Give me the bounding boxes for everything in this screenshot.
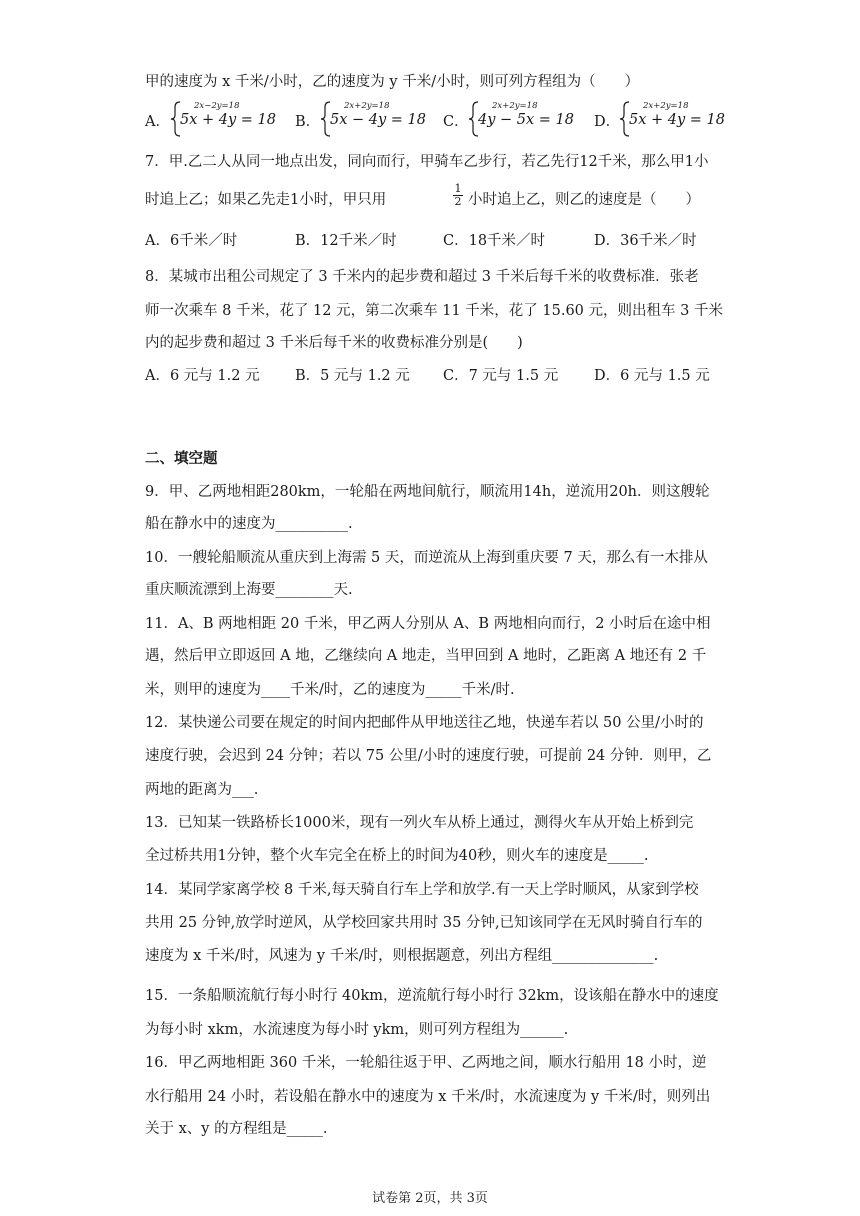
- q6-option-d-label: D．: [594, 114, 621, 130]
- q6-option-d-top-equation: 2x+2y=18: [643, 101, 689, 111]
- q6-option-c-label: C．: [443, 114, 469, 130]
- q15-line-1: 15．一条船顺流航行每小时行 40km，逆流航行每小时行 32km，设该船在静水中的速度: [145, 988, 719, 1004]
- q8-line-3: 内的起步费和超过 3 千米后每千米的收费标准分别是( ): [145, 335, 523, 351]
- q13-line-2: 全过桥共用1分钟，整个火车完全在桥上的时间为40秒，则火车的速度是_____.: [145, 848, 649, 864]
- q10-line-1: 10．一艘轮船顺流从重庆到上海需 5 天，而逆流从上海到重庆要 7 天，那么有一木排从: [145, 550, 708, 566]
- q6-option-d-bottom-equation: 5x + 4y = 18: [629, 112, 726, 128]
- q6-option-c-bottom-equation: 4y − 5x = 18: [478, 112, 575, 128]
- q15-line-2: 为每小时 xkm，水流速度为每小时 ykm，则可列方程组为______.: [145, 1022, 569, 1038]
- q8-option-d: D．6 元与 1.5 元: [594, 368, 710, 384]
- q13-line-1: 13．已知某一铁路桥长1000米，现有一列火车从桥上通过，测得火车从开始上桥到完: [145, 815, 694, 831]
- q7-fraction: [451, 183, 465, 208]
- q8-option-a: A．6 元与 1.2 元: [145, 368, 260, 384]
- q7-line-2-part-1: 时追上乙；如果乙先走1小时，甲只用: [145, 192, 387, 208]
- q7-option-a: A．6千米／时: [145, 233, 238, 249]
- q6-option-b-top-equation: 2x+2y=18: [344, 101, 390, 111]
- q11-line-1: 11．A、B 两地相距 20 千米，甲乙两人分别从 A、B 两地相向而行，2 小时后在途中相: [145, 616, 711, 632]
- q14-line-3: 速度为 x 千米/时，风速为 y 千米/时，则根据题意，列出方程组______________.: [145, 948, 659, 964]
- q10-line-2: 重庆顺流漂到上海要________天.: [145, 582, 353, 598]
- q7-option-c: C．18千米／时: [443, 233, 546, 249]
- q11-line-3: 米，则甲的速度为____千米/时，乙的速度为_____千米/时.: [145, 682, 515, 698]
- q8-line-1: 8．某城市出租公司规定了 3 千米内的起步费和超过 3 千米后每千米的收费标准．张老: [145, 269, 699, 285]
- q6-option-a-label: A．: [145, 114, 170, 130]
- q7-option-d: D．36千米／时: [594, 233, 697, 249]
- q7-line-1: 7．甲.乙二人从同一地点出发，同向而行，甲骑车乙步行，若乙先行12千米，那么甲1小: [145, 154, 709, 170]
- q12-line-2: 速度行驶，会迟到 24 分钟；若以 75 公里/小时的速度行驶，可提前 24 分钟．则甲，乙: [145, 748, 712, 764]
- q8-option-c: C．7 元与 1.5 元: [443, 368, 559, 384]
- q11-line-2: 遇，然后甲立即返回 A 地，乙继续向 A 地走，当甲回到 A 地时，乙距离 A 地还有 2 千: [145, 648, 707, 664]
- q6-tail-text: 甲的速度为 x 千米/小时，乙的速度为 y 千米/小时，则可列方程组为（ ）: [145, 74, 640, 90]
- q14-line-1: 14．某同学家离学校 8 千米,每天骑自行车上学和放学.有一天上学时顺风，从家到学校: [145, 882, 699, 898]
- q6-option-b-bottom-equation: 5x − 4y = 18: [330, 112, 427, 128]
- q9-line-2: 船在静水中的速度为__________.: [145, 516, 353, 532]
- page-footer: 试卷第 2页，共 3页: [372, 1191, 488, 1206]
- q14-line-2: 共用 25 分钟,放学时逆风，从学校回家共用时 35 分钟,已知该同学在无风时骑自行车的: [145, 915, 703, 931]
- q6-option-a-bottom-equation: 5x + 4y = 18: [180, 112, 277, 128]
- q6-option-c-top-equation: 2x+2y=18: [492, 101, 538, 111]
- q16-line-1: 16．甲乙两地相距 360 千米，一轮船往返于甲、乙两地之间，顺水行船用 18 小时，逆: [145, 1055, 707, 1071]
- q6-option-a-top-equation: 2x−2y=18: [194, 101, 240, 111]
- q8-option-b: B．5 元与 1.2 元: [295, 368, 410, 384]
- q7-fraction-numerator: 1: [454, 182, 462, 195]
- q16-line-2: 水行船用 24 小时，若设船在静水中的速度为 x 千米/时，水流速度为 y 千米/时，则列出: [145, 1089, 711, 1105]
- q7-line-2-part-2: 小时追上乙，则乙的速度是（ ）: [468, 192, 700, 208]
- q12-line-3: 两地的距离为___.: [145, 782, 259, 798]
- section-heading-fill-in: 二、填空题: [145, 451, 218, 467]
- q6-option-b-label: B．: [295, 114, 321, 130]
- q7-fraction-denominator: 2: [454, 195, 462, 208]
- q12-line-1: 12．某快递公司要在规定的时间内把邮件从甲地送往乙地，快递车若以 50 公里/小时的: [145, 715, 704, 731]
- q9-line-1: 9．甲、乙两地相距280km，一轮船在两地间航行，顺流用14h，逆流用20h．则这艘轮: [145, 484, 710, 500]
- q16-line-3: 关于 x、y 的方程组是_____.: [145, 1121, 328, 1137]
- q7-option-b: B．12千米／时: [295, 233, 397, 249]
- q8-line-2: 师一次乘车 8 千米，花了 12 元，第二次乘车 11 千米，花了 15.60 元，则出租车 3 千米: [145, 303, 723, 319]
